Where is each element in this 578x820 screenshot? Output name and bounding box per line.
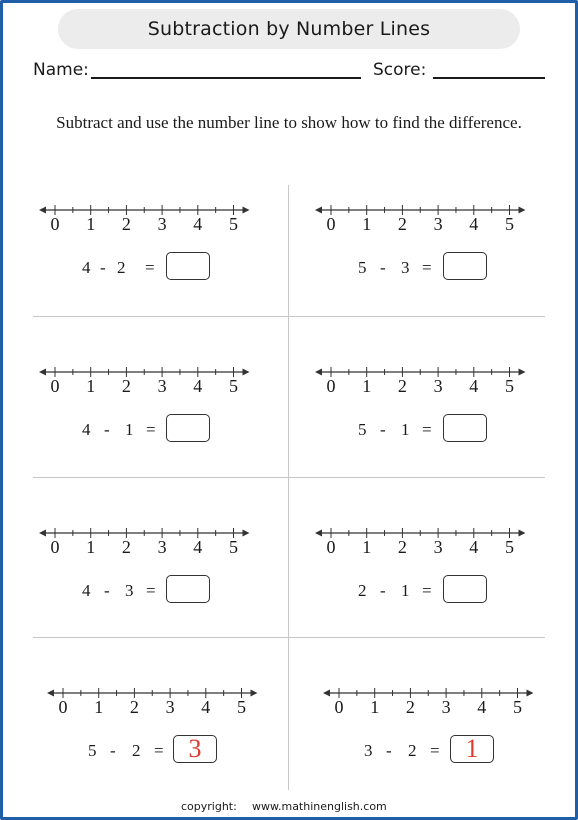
minuend: 4 bbox=[82, 581, 91, 600]
score-label: Score: bbox=[373, 60, 427, 80]
problem-2 bbox=[316, 200, 566, 310]
problem-6 bbox=[316, 523, 566, 633]
footer-url: www.mathinenglish.com bbox=[252, 800, 387, 813]
minuend: 5 bbox=[358, 258, 367, 277]
minus-sign: - bbox=[380, 420, 386, 439]
tick-label: 1 bbox=[86, 214, 96, 234]
subtrahend: 2 bbox=[408, 741, 417, 760]
tick-label: 3 bbox=[441, 697, 451, 717]
tick-label: 5 bbox=[505, 537, 514, 557]
tick-label: 2 bbox=[129, 697, 139, 717]
name-field[interactable] bbox=[91, 77, 361, 79]
tick-label: 3 bbox=[157, 214, 167, 234]
answer-box[interactable] bbox=[443, 252, 487, 280]
tick-label: 2 bbox=[121, 537, 131, 557]
instructions: Subtract and use the number line to show how to find the difference. bbox=[56, 113, 522, 132]
problem-8 bbox=[324, 683, 574, 793]
subtrahend: 1 bbox=[401, 581, 410, 600]
equals-sign: = bbox=[422, 581, 432, 600]
right-arrow-icon bbox=[243, 530, 250, 537]
score-field[interactable] bbox=[433, 77, 545, 79]
tick-label: 1 bbox=[86, 537, 96, 557]
minuend: 5 bbox=[358, 420, 367, 439]
tick-label: 4 bbox=[193, 537, 203, 557]
tick-label: 2 bbox=[397, 214, 407, 234]
left-arrow-icon bbox=[315, 207, 322, 214]
tick-label: 3 bbox=[157, 376, 167, 396]
equals-sign: = bbox=[430, 741, 440, 760]
tick-label: 4 bbox=[469, 214, 479, 234]
tick-label: 4 bbox=[193, 214, 203, 234]
tick-label: 3 bbox=[433, 537, 443, 557]
subtrahend: 1 bbox=[401, 420, 410, 439]
tick-label: 5 bbox=[505, 214, 514, 234]
left-arrow-icon bbox=[39, 369, 46, 376]
minus-sign: - bbox=[386, 741, 392, 760]
tick-label: 1 bbox=[362, 214, 372, 234]
tick-label: 0 bbox=[50, 537, 60, 557]
answer-box[interactable] bbox=[166, 575, 210, 603]
tick-label: 5 bbox=[229, 214, 238, 234]
tick-label: 0 bbox=[50, 214, 60, 234]
row-divider bbox=[33, 477, 545, 478]
equals-sign: = bbox=[154, 741, 164, 760]
problem-5 bbox=[40, 523, 290, 633]
equals-sign: = bbox=[145, 258, 155, 277]
right-arrow-icon bbox=[519, 207, 526, 214]
minus-sign: - bbox=[380, 258, 386, 277]
tick-label: 5 bbox=[237, 697, 246, 717]
tick-label: 0 bbox=[326, 376, 336, 396]
answer-box[interactable]: 3 bbox=[173, 735, 217, 763]
tick-label: 4 bbox=[469, 376, 479, 396]
right-arrow-icon bbox=[527, 690, 534, 697]
name-label: Name: bbox=[33, 60, 89, 80]
tick-label: 2 bbox=[397, 537, 407, 557]
left-arrow-icon bbox=[39, 207, 46, 214]
minuend: 4 bbox=[82, 420, 91, 439]
right-arrow-icon bbox=[519, 369, 526, 376]
minuend: 3 bbox=[364, 741, 373, 760]
tick-label: 0 bbox=[334, 697, 344, 717]
tick-label: 2 bbox=[397, 376, 407, 396]
tick-label: 0 bbox=[326, 214, 336, 234]
subtrahend: 1 bbox=[125, 420, 134, 439]
equals-sign: = bbox=[146, 420, 156, 439]
minus-sign: - bbox=[110, 741, 116, 760]
tick-label: 4 bbox=[201, 697, 211, 717]
left-arrow-icon bbox=[323, 690, 330, 697]
tick-label: 4 bbox=[469, 537, 479, 557]
left-arrow-icon bbox=[315, 369, 322, 376]
tick-label: 1 bbox=[94, 697, 104, 717]
tick-label: 2 bbox=[121, 376, 131, 396]
problem-7 bbox=[48, 683, 298, 793]
minuend: 5 bbox=[88, 741, 97, 760]
problem-4 bbox=[316, 362, 566, 472]
tick-label: 0 bbox=[50, 376, 60, 396]
left-arrow-icon bbox=[315, 530, 322, 537]
left-arrow-icon bbox=[47, 690, 54, 697]
tick-label: 3 bbox=[433, 214, 443, 234]
answer-box[interactable] bbox=[443, 575, 487, 603]
equals-sign: = bbox=[422, 420, 432, 439]
subtrahend: 3 bbox=[125, 581, 134, 600]
answer-box[interactable] bbox=[443, 414, 487, 442]
answer-box[interactable]: 1 bbox=[450, 735, 494, 763]
tick-label: 5 bbox=[513, 697, 522, 717]
tick-label: 1 bbox=[362, 376, 372, 396]
problem-1 bbox=[40, 200, 290, 310]
equals-sign: = bbox=[146, 581, 156, 600]
tick-label: 3 bbox=[433, 376, 443, 396]
tick-label: 3 bbox=[165, 697, 175, 717]
row-divider bbox=[33, 637, 545, 638]
left-arrow-icon bbox=[39, 530, 46, 537]
subtrahend: 2 bbox=[117, 258, 126, 277]
tick-label: 1 bbox=[86, 376, 96, 396]
right-arrow-icon bbox=[243, 207, 250, 214]
subtrahend: 2 bbox=[132, 741, 141, 760]
answer-box[interactable] bbox=[166, 414, 210, 442]
copyright-label: copyright: bbox=[181, 800, 237, 813]
right-arrow-icon bbox=[251, 690, 258, 697]
answer-box[interactable] bbox=[166, 252, 210, 280]
problem-3 bbox=[40, 362, 290, 472]
minus-sign: - bbox=[380, 581, 386, 600]
worksheet-title: Subtraction by Number Lines bbox=[58, 9, 520, 49]
tick-label: 2 bbox=[121, 214, 131, 234]
right-arrow-icon bbox=[519, 530, 526, 537]
tick-label: 4 bbox=[477, 697, 487, 717]
tick-label: 1 bbox=[362, 537, 372, 557]
subtrahend: 3 bbox=[401, 258, 410, 277]
minuend: 4 bbox=[82, 258, 91, 277]
minus-sign: - bbox=[104, 420, 110, 439]
tick-label: 0 bbox=[326, 537, 336, 557]
minuend: 2 bbox=[358, 581, 367, 600]
tick-label: 2 bbox=[405, 697, 415, 717]
tick-label: 3 bbox=[157, 537, 167, 557]
tick-label: 4 bbox=[193, 376, 203, 396]
tick-label: 1 bbox=[370, 697, 380, 717]
tick-label: 5 bbox=[505, 376, 514, 396]
row-divider bbox=[33, 316, 545, 317]
minus-sign: - bbox=[104, 581, 110, 600]
minus-sign: - bbox=[100, 258, 106, 277]
tick-label: 5 bbox=[229, 537, 238, 557]
tick-label: 5 bbox=[229, 376, 238, 396]
right-arrow-icon bbox=[243, 369, 250, 376]
tick-label: 0 bbox=[58, 697, 68, 717]
equals-sign: = bbox=[422, 258, 432, 277]
